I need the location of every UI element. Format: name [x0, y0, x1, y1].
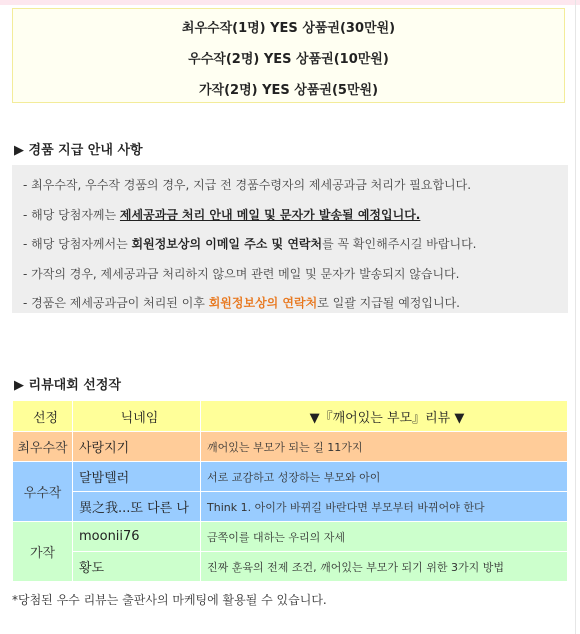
nickname: 異之我...또 다른 나	[73, 492, 201, 522]
prize-good: 우수작(2명) YES 상품권(10만원)	[188, 52, 389, 67]
review-table	[12, 400, 568, 582]
header-nickname: 닉네임	[73, 401, 201, 432]
nickname: moonii76	[73, 522, 201, 552]
review-title-cell: Think 1. 아이가 바뀌길 바란다면 부모부터 바뀌어야 한다	[201, 492, 568, 522]
table-row	[13, 462, 568, 492]
notice-title: ▶ 경품 지급 안내 사항	[14, 143, 143, 158]
footnote: *당첨된 우수 리뷰는 출판사의 마케팅에 활용될 수 있습니다.	[12, 593, 327, 607]
notice-highlight: 회원정보상의 연락처	[208, 296, 318, 310]
prize-box	[12, 8, 565, 103]
header-review: ▼『깨어있는 부모』리뷰 ▼	[201, 401, 568, 432]
notice-text: - 경품은 제세공과금이 처리된 이후	[23, 296, 209, 310]
review-title-cell: 서로 교감하고 성장하는 부모와 아이	[201, 462, 568, 492]
notice-item	[12, 201, 568, 231]
table-row	[13, 492, 568, 522]
notice-emphasis: 제세공과금 처리 안내 메일 및 문자가 발송될 예정입니다.	[119, 207, 421, 222]
rank-good: 우수작	[13, 462, 73, 522]
rank-best: 최우수작	[13, 432, 73, 462]
notice-item: - 최우수작, 우수작 경품의 경우, 지급 전 경품수령자의 제세공과금 처리가 필요합니다.	[23, 178, 472, 192]
review-title-cell: 진짜 훈육의 전제 조건, 깨어있는 부모가 되기 위한 3가지 방법	[201, 552, 568, 582]
notice-item	[12, 230, 568, 260]
notice-text: 를 꼭 확인해주시길 바랍니다.	[322, 237, 477, 251]
right-border	[575, 0, 576, 634]
prize-ok: 가작(2명) YES 상품권(5만원)	[198, 83, 379, 98]
top-strip	[0, 0, 580, 5]
notice-item	[12, 289, 568, 319]
review-title-cell: 깨어있는 부모가 되는 길 11가지	[201, 432, 568, 462]
table-row	[13, 552, 568, 582]
nickname: 달밤텔러	[73, 462, 201, 492]
nickname: 사랑지기	[73, 432, 201, 462]
notice-text: - 해당 당첨자께는	[23, 207, 120, 222]
review-title: ▶ 리뷰대회 선정작	[14, 378, 121, 393]
table-row	[13, 432, 568, 462]
notice-text: - 해당 당첨자께서는	[23, 237, 132, 251]
table-row	[13, 522, 568, 552]
nickname: 황도	[73, 552, 201, 582]
header-rank: 선정	[13, 401, 73, 432]
prize-best: 최우수작(1명) YES 상품권(30만원)	[181, 21, 396, 36]
review-title-cell: 금쪽이를 대하는 우리의 자세	[201, 522, 568, 552]
rank-ok: 가작	[13, 522, 73, 582]
notice-item: - 가작의 경우, 제세공과금 처리하지 않으며 관련 메일 및 문자가 발송되지 않습니다.	[23, 266, 460, 281]
notice-text: 로 일괄 지급될 예정입니다.	[317, 296, 460, 310]
notice-emphasis: 회원정보상의 이메일 주소 및 연락처	[131, 237, 323, 251]
table-header-row	[13, 401, 568, 432]
notice-box	[12, 165, 568, 313]
